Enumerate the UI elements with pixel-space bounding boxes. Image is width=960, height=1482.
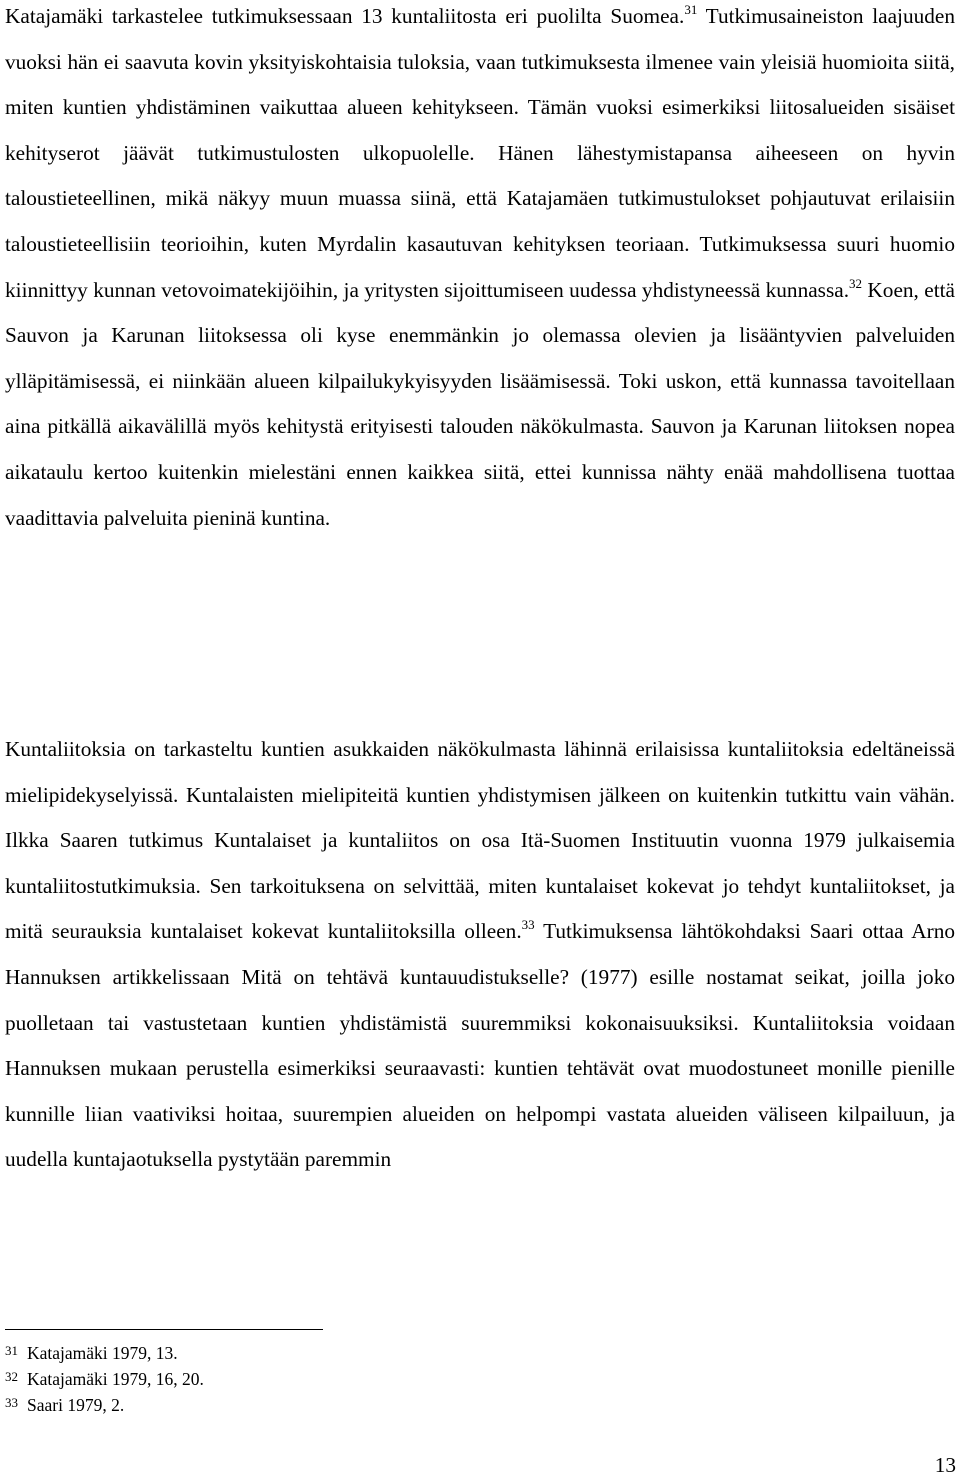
footnote-reference-32: 32 bbox=[849, 275, 863, 291]
footnote-divider bbox=[5, 1329, 323, 1330]
footnote-32 bbox=[5, 1366, 605, 1392]
paragraph-text: Koen, että Sauvon ja Karunan liitoksessa oli kyse enemmänkin jo olemassa olevien ja lisääntyvien palveluiden ylläpitämisessä, ei niinkään alueen kilpailukykyisyyden lisäämisessä. Toki uskon, että kunnassa tavoitellaan aina pitkällä aikavälillä myös kehitystä erityisesti talouden näkökulmasta. Sauvon ja Karunan liitoksen nopea aikataulu kertoo kuitenkin mielestäni ennen kaikkea siitä, ettei kunnissa nähty enää mahdollisena tuottaa vaadittavia palveluita pieninä kuntina. bbox=[5, 277, 956, 530]
body-paragraph-1 bbox=[5, 0, 955, 541]
footnote-text: Saari 1979, 2. bbox=[27, 1395, 125, 1415]
paragraph-text: Katajamäki tarkastelee tutkimuksessaan 13 kuntaliitosta eri puolilta Suomea. bbox=[5, 4, 685, 28]
footnote-number: 31 bbox=[5, 1343, 18, 1358]
paragraph-text: Kuntaliitoksia on tarkasteltu kuntien asukkaiden näkökulmasta lähinnä erilaisissa kuntaliitoksia edeltäneissä mielipidekyselyissä. Kuntalaisten mielipiteitä kuntien yhdistymisen jälkeen on kuitenkin tutkittu vain vähän. Ilkka Saaren tutkimus Kuntalaiset ja kuntaliitos on osa Itä-Suomen Instituutin vuonna 1979 julkaisemia kuntaliitostutkimuksia. Sen tarkoituksena on selvittää, miten kuntalaiset kokevat jo tehdyt kuntaliitokset, ja mitä seurauksia kuntalaiset kokevat kuntaliitoksilla olleen. bbox=[5, 737, 955, 944]
footnote-number: 33 bbox=[5, 1395, 18, 1410]
footnotes bbox=[5, 1340, 605, 1418]
footnote-reference-33: 33 bbox=[521, 917, 535, 933]
footnote-text: Katajamäki 1979, 16, 20. bbox=[27, 1369, 204, 1389]
footnote-33 bbox=[5, 1392, 605, 1418]
footnote-31 bbox=[5, 1340, 605, 1366]
footnote-text: Katajamäki 1979, 13. bbox=[27, 1343, 178, 1363]
paragraph-text: Tutkimuksensa lähtökohdaksi Saari ottaa Arno Hannuksen artikkelissaan Mitä on tehtävä kuntauudistukselle? (1977) esille nostamat seikat, joilla joko puolletaan tai vastustetaan kuntien yhdistämistä suuremmiksi kokonaisuuksiksi. Kuntaliitoksia voidaan Hannuksen mukaan perustella esimerkiksi seuraavasti: kuntien tehtävät ovat muodostuneet monille pienille kunnille liian vaativiksi hoitaa, suurempien alueiden on helpompi vastata alueiden väliseen kilpailuun, ja uudella kuntajaotuksella pystytään paremmin bbox=[5, 919, 956, 1172]
footnote-reference-31: 31 bbox=[684, 2, 698, 17]
body-paragraph-2 bbox=[5, 727, 955, 1183]
footnote-number: 32 bbox=[5, 1369, 18, 1384]
page-number: 13 bbox=[934, 1453, 956, 1477]
paragraph-text: Tutkimusaineiston laajuuden vuoksi hän ei saavuta kovin yksityiskohtaisia tuloksia, vaan tutkimuksesta ilmenee vain yleisiä huomioita siitä, miten kuntien yhdistäminen vaikuttaa alueen kehitykseen. Tämän vuoksi esimerkiksi liitosalueiden sisäiset kehityserot jäävät tutkimustulosten ulkopuolelle. Hänen lähestymistapansa aiheeseen on hyvin taloustieteellinen, mikä näkyy muun muassa siinä, että Katajamäen tutkimustulokset pohjautuvat erilaisiin taloustieteellisiin teorioihin, kuten Myrdalin kasautuvan kehityksen teoriaan. Tutkimuksessa suuri huomio kiinnittyy kunnan vetovoimatekijöihin, ja yritysten sijoittumiseen uudessa yhdistyneessä kunnassa. bbox=[5, 4, 956, 302]
